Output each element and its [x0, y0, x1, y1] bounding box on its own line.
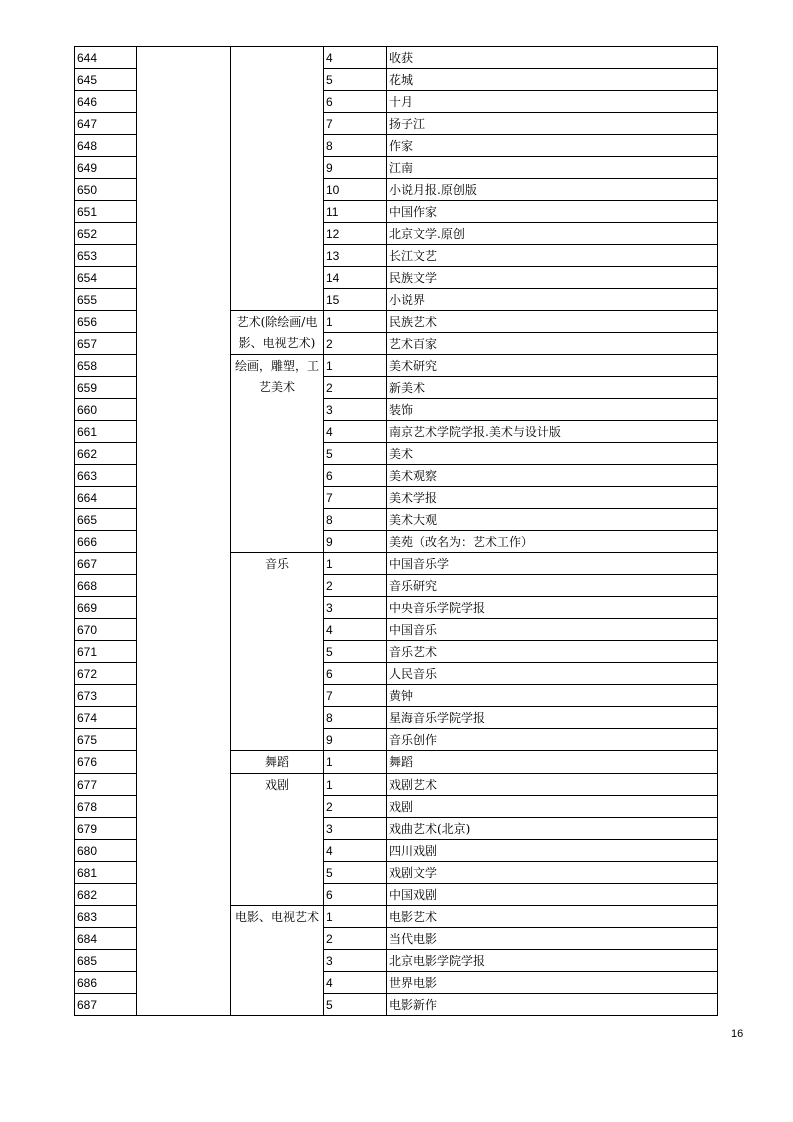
row-index: 683	[75, 906, 137, 928]
journal-name: 人民音乐	[387, 663, 718, 685]
page-number: 16	[731, 1028, 744, 1040]
journal-name: 民族文学	[387, 267, 718, 289]
journal-name: 戏剧	[387, 796, 718, 818]
journal-name: 星海音乐学院学报	[387, 707, 718, 729]
row-index: 685	[75, 950, 137, 972]
journal-name: 舞蹈	[387, 751, 718, 774]
row-index: 677	[75, 774, 137, 796]
row-index: 676	[75, 751, 137, 774]
category-cell: 音乐	[231, 553, 324, 751]
row-index: 658	[75, 355, 137, 377]
row-index: 687	[75, 994, 137, 1016]
journal-name: 电影艺术	[387, 906, 718, 928]
row-index: 667	[75, 553, 137, 575]
journal-rank: 7	[324, 487, 387, 509]
journal-rank: 14	[324, 267, 387, 289]
journal-rank: 15	[324, 289, 387, 311]
row-index: 675	[75, 729, 137, 751]
journal-rank: 9	[324, 157, 387, 179]
row-index: 662	[75, 443, 137, 465]
journal-name: 艺术百家	[387, 333, 718, 355]
row-index: 661	[75, 421, 137, 443]
row-index: 655	[75, 289, 137, 311]
journal-rank: 6	[324, 91, 387, 113]
journal-name: 美术观察	[387, 465, 718, 487]
row-index: 669	[75, 597, 137, 619]
journal-rank: 8	[324, 707, 387, 729]
journal-name: 北京电影学院学报	[387, 950, 718, 972]
row-index: 666	[75, 531, 137, 553]
row-index: 657	[75, 333, 137, 355]
row-index: 672	[75, 663, 137, 685]
journal-rank: 1	[324, 906, 387, 928]
row-index: 646	[75, 91, 137, 113]
journal-name: 收获	[387, 47, 718, 69]
journal-rank: 3	[324, 950, 387, 972]
journal-name: 北京文学.原创	[387, 223, 718, 245]
journal-rank: 10	[324, 179, 387, 201]
journal-rank: 3	[324, 818, 387, 840]
row-index: 645	[75, 69, 137, 91]
journal-rank: 4	[324, 619, 387, 641]
journal-name: 新美术	[387, 377, 718, 399]
row-index: 651	[75, 201, 137, 223]
row-index: 664	[75, 487, 137, 509]
category-cell: 绘画，雕塑，工艺美术	[231, 355, 324, 553]
journal-rank: 4	[324, 47, 387, 69]
row-index: 680	[75, 840, 137, 862]
journal-name: 民族艺术	[387, 311, 718, 333]
row-index: 686	[75, 972, 137, 994]
row-index: 649	[75, 157, 137, 179]
journal-name: 电影新作	[387, 994, 718, 1016]
journal-name: 作家	[387, 135, 718, 157]
journal-rank: 7	[324, 113, 387, 135]
journal-rank: 3	[324, 399, 387, 421]
journal-rank: 8	[324, 509, 387, 531]
journal-name: 戏剧文学	[387, 862, 718, 884]
row-index: 674	[75, 707, 137, 729]
row-index: 678	[75, 796, 137, 818]
table-row	[75, 47, 718, 69]
journal-rank: 2	[324, 377, 387, 399]
journal-name: 戏曲艺术(北京)	[387, 818, 718, 840]
journal-rank: 1	[324, 751, 387, 774]
category-cell: 舞蹈	[231, 751, 324, 774]
journal-rank: 5	[324, 69, 387, 91]
row-index: 653	[75, 245, 137, 267]
journal-rank: 2	[324, 928, 387, 950]
row-index: 647	[75, 113, 137, 135]
journal-rank: 5	[324, 862, 387, 884]
category-cell	[231, 47, 324, 311]
journal-name: 小说月报.原创版	[387, 179, 718, 201]
journal-rank: 2	[324, 333, 387, 355]
journal-rank: 11	[324, 201, 387, 223]
category-cell: 艺术(除绘画/电影、电视艺术)	[231, 311, 324, 355]
journal-rank: 3	[324, 597, 387, 619]
row-index: 660	[75, 399, 137, 421]
journal-name: 十月	[387, 91, 718, 113]
row-index: 681	[75, 862, 137, 884]
subject-column-cell	[137, 47, 231, 1016]
journal-name: 美术学报	[387, 487, 718, 509]
journal-name: 美术大观	[387, 509, 718, 531]
row-index: 673	[75, 685, 137, 707]
journal-rank: 1	[324, 553, 387, 575]
journal-name: 音乐艺术	[387, 641, 718, 663]
journal-rank: 7	[324, 685, 387, 707]
journal-rank: 5	[324, 641, 387, 663]
row-index: 665	[75, 509, 137, 531]
journal-rank: 1	[324, 355, 387, 377]
journal-name: 黄钟	[387, 685, 718, 707]
category-cell: 戏剧	[231, 774, 324, 906]
row-index: 682	[75, 884, 137, 906]
journal-rank: 6	[324, 465, 387, 487]
journal-rank: 6	[324, 884, 387, 906]
journal-name: 扬子江	[387, 113, 718, 135]
journal-name: 音乐创作	[387, 729, 718, 751]
journal-name: 美术研究	[387, 355, 718, 377]
journal-rank: 1	[324, 774, 387, 796]
row-index: 648	[75, 135, 137, 157]
journal-name: 中国音乐学	[387, 553, 718, 575]
journal-name: 音乐研究	[387, 575, 718, 597]
journal-rank: 9	[324, 531, 387, 553]
journal-name: 美苑（改名为：艺术工作）	[387, 531, 718, 553]
journal-rank: 2	[324, 796, 387, 818]
journal-name: 美术	[387, 443, 718, 465]
journal-rank: 8	[324, 135, 387, 157]
journal-table	[74, 46, 718, 1016]
journal-rank: 4	[324, 421, 387, 443]
journal-rank: 5	[324, 443, 387, 465]
row-index: 671	[75, 641, 137, 663]
journal-name: 中国戏剧	[387, 884, 718, 906]
row-index: 650	[75, 179, 137, 201]
journal-name: 装饰	[387, 399, 718, 421]
journal-rank: 9	[324, 729, 387, 751]
journal-rank: 4	[324, 840, 387, 862]
journal-rank: 4	[324, 972, 387, 994]
row-index: 654	[75, 267, 137, 289]
journal-rank: 1	[324, 311, 387, 333]
row-index: 670	[75, 619, 137, 641]
journal-name: 戏剧艺术	[387, 774, 718, 796]
row-index: 659	[75, 377, 137, 399]
row-index: 679	[75, 818, 137, 840]
row-index: 652	[75, 223, 137, 245]
row-index: 644	[75, 47, 137, 69]
journal-rank: 13	[324, 245, 387, 267]
row-index: 656	[75, 311, 137, 333]
journal-name: 长江文艺	[387, 245, 718, 267]
journal-name: 南京艺术学院学报.美术与设计版	[387, 421, 718, 443]
journal-rank: 12	[324, 223, 387, 245]
journal-name: 江南	[387, 157, 718, 179]
row-index: 684	[75, 928, 137, 950]
journal-rank: 6	[324, 663, 387, 685]
row-index: 663	[75, 465, 137, 487]
journal-rank: 5	[324, 994, 387, 1016]
journal-name: 中国作家	[387, 201, 718, 223]
journal-name: 中央音乐学院学报	[387, 597, 718, 619]
journal-name: 世界电影	[387, 972, 718, 994]
journal-name: 花城	[387, 69, 718, 91]
journal-rank: 2	[324, 575, 387, 597]
journal-name: 四川戏剧	[387, 840, 718, 862]
category-cell: 电影、电视艺术	[231, 906, 324, 1016]
journal-name: 当代电影	[387, 928, 718, 950]
journal-name: 小说界	[387, 289, 718, 311]
journal-name: 中国音乐	[387, 619, 718, 641]
row-index: 668	[75, 575, 137, 597]
